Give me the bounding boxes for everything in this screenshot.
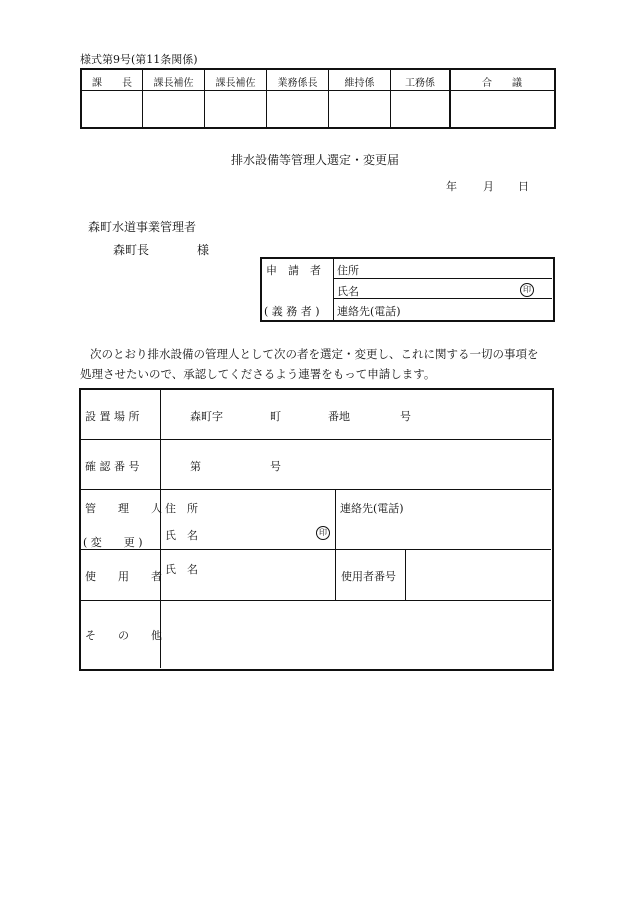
location-banchi[interactable]: 番地 [328,410,350,423]
manager-contact-field[interactable]: 連絡先(電話) [340,502,404,515]
manager-address-field[interactable]: 住 所 [165,502,198,515]
row-line [80,489,551,490]
applicant-label-obligor: ( 義 務 者 ) [264,305,320,318]
body-text-line1: 次のとおり排水設備の管理人として次の者を選定・変更し、これに関する一切の事項を [90,347,539,361]
body-text-line2: 処理させたいので、承認してくださるよう連署をもって申請します。 [80,367,436,381]
seal-icon: 印 [316,526,330,540]
stamp-label: 業務係長 [277,78,318,89]
stamp-label: 課 長 [92,78,132,89]
form-number: 様式第9号(第11条関係) [80,53,198,66]
addressee-line1: 森町水道事業管理者 [88,220,197,234]
stamp-label: 課長補佐 [215,78,256,89]
row-line [80,549,551,550]
addressee-line2: 森町長 [113,243,150,257]
location-town[interactable]: 森町字 [190,410,223,423]
date-day: 日 [518,180,529,193]
confirmation-go[interactable]: 号 [270,460,281,473]
manager-label-change: ( 変 更 ) [83,536,143,549]
addressee-honorific: 様 [197,243,210,257]
stamp-label: 維持係 [344,78,375,89]
date-month: 月 [483,180,494,193]
row-line [80,439,551,440]
confirmation-label: 確 認 番 号 [85,460,140,473]
manager-name-field[interactable]: 氏 名 [165,529,198,542]
user-number-label: 使用者番号 [341,570,396,583]
manager-label: 管 理 人 [85,502,162,515]
applicant-label: 申 請 者 [266,264,321,277]
column-line [335,490,336,600]
applicant-address-field[interactable]: 住所 [337,264,359,277]
location-label: 設 置 場 所 [85,410,140,423]
confirmation-dai[interactable]: 第 [190,460,201,473]
stamp-label: 工務係 [405,78,435,89]
user-label: 使 用 者 [85,570,162,583]
location-cho[interactable]: 町 [270,410,281,423]
column-line [405,550,406,600]
user-name-field[interactable]: 氏 名 [165,563,198,576]
applicant-divider [333,258,334,320]
approval-stamp-table [80,68,556,129]
document-title: 排水設備等管理人選定・変更届 [230,153,399,167]
other-label: そ の 他 [85,629,162,642]
date-year: 年 [446,180,457,193]
applicant-row-line [334,298,552,299]
location-go[interactable]: 号 [400,410,411,423]
seal-icon: 印 [520,283,534,297]
stamp-label: 課長補佐 [153,78,194,89]
applicant-contact-field[interactable]: 連絡先(電話) [337,305,401,318]
applicant-name-field[interactable]: 氏名 [337,285,359,298]
stamp-label: 合 議 [482,78,522,89]
row-line [80,600,551,601]
applicant-row-line [334,278,552,279]
